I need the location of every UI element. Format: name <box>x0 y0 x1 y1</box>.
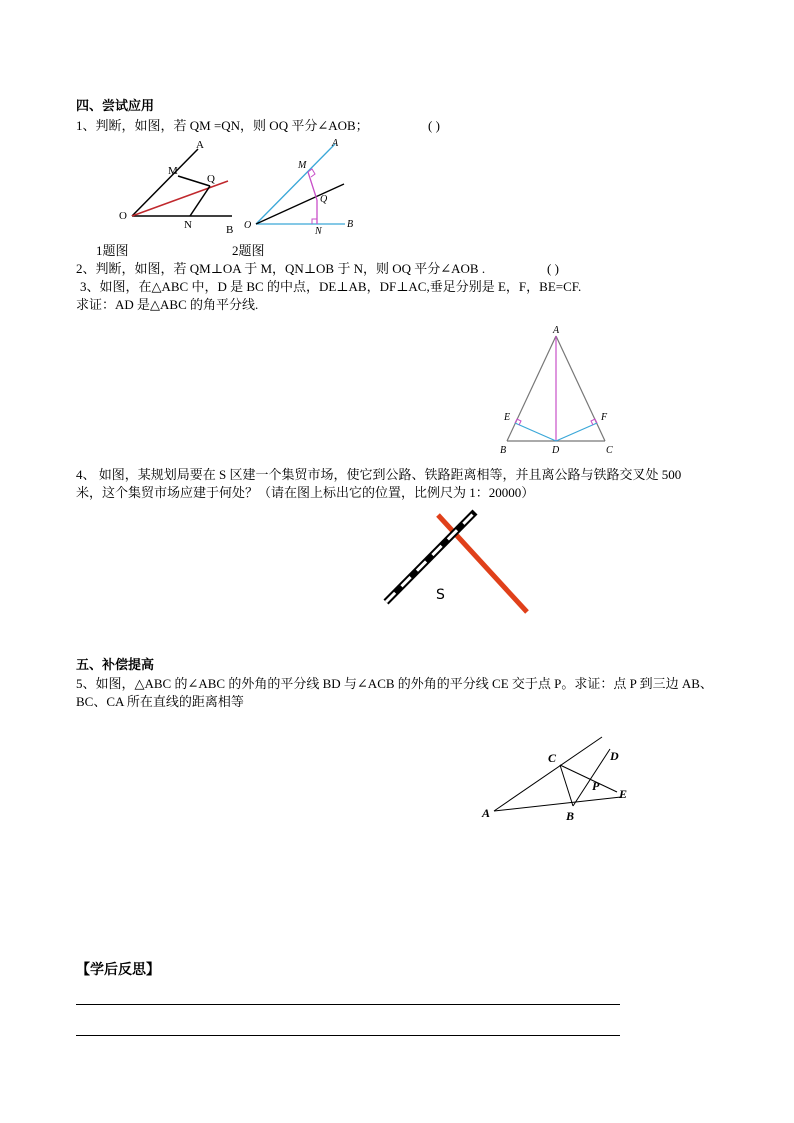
label-n: N <box>315 226 322 237</box>
bisector-bd <box>573 749 610 806</box>
right-angle-mark-n <box>312 219 317 224</box>
q1-figure-1 <box>110 136 250 236</box>
q3-text-line1: 3、如图，在△ABC 中，D 是 BC 的中点，DE⊥AB，DF⊥AC,垂足分别是 E，F，BE=CF. <box>80 279 582 294</box>
label-q: Q <box>207 173 215 185</box>
q1-text: 1、判断，如图，若 QM =QN，则 OQ 平分∠AOB； <box>76 118 369 133</box>
label-o: O <box>119 210 127 222</box>
label-n: N <box>184 219 192 231</box>
segment-df <box>556 423 597 441</box>
label-b: B <box>500 445 507 456</box>
label-m: M <box>298 160 307 171</box>
q3-text-line2: 求证：AD 是△ABC 的角平分线. <box>76 297 259 312</box>
label-d: D <box>552 445 560 456</box>
ray-oa <box>132 149 198 216</box>
label-f: F <box>601 412 608 423</box>
segment-de <box>515 423 556 441</box>
bisector-oq <box>256 184 344 224</box>
q4-text-line2: 米，这个集贸市场应建于何处？（请在图上标出它的位置，比例尺为 1：20000） <box>76 485 535 500</box>
q5-text-line2: BC、CA 所在直线的距离相等 <box>76 694 244 709</box>
section4-title: 四、尝试应用 <box>76 99 155 114</box>
label-p: P <box>592 779 600 793</box>
answer-line-1[interactable] <box>76 1004 620 1005</box>
label-b: B <box>347 219 354 230</box>
ray-oa <box>256 144 335 224</box>
label-d: D <box>610 749 619 763</box>
bisector-ce <box>560 765 617 792</box>
label-a: A <box>553 325 560 336</box>
section5-title: 五、补偿提高 <box>76 658 155 673</box>
label-q: Q <box>320 194 328 205</box>
bisector-oq <box>132 181 228 216</box>
side-ac <box>556 336 605 441</box>
q4-figure <box>375 505 545 617</box>
q3-figure <box>495 322 625 456</box>
label-b: B <box>226 224 234 236</box>
label-a: A <box>196 139 204 151</box>
segment-qm <box>178 176 210 186</box>
line-ab-extended <box>494 797 621 811</box>
answer-line-2[interactable] <box>76 1035 620 1036</box>
q2-answer-blank[interactable]: ( ) <box>547 261 559 276</box>
highway <box>438 515 527 612</box>
q5-figure <box>478 734 638 826</box>
q2-text: 2、判断，如图，若 QM⊥OA 于 M，QN⊥OB 于 N，则 OQ 平分∠AOB . <box>76 261 486 276</box>
label-o: O <box>244 220 252 231</box>
q1-figure-2 <box>240 136 370 236</box>
label-m: M <box>168 165 178 177</box>
label-a: A <box>332 138 339 149</box>
label-e: E <box>619 787 628 801</box>
side-ab <box>507 336 556 441</box>
reflection-title: 【学后反思】 <box>76 962 160 978</box>
fig1-caption: 1题图 <box>96 243 129 258</box>
label-c: C <box>606 445 613 456</box>
q1-answer-blank[interactable]: ( ) <box>428 118 440 133</box>
label-s: S <box>436 587 445 603</box>
fig2-caption: 2题图 <box>232 243 265 258</box>
label-e: E <box>504 412 511 423</box>
label-a: A <box>482 806 491 820</box>
segment-cb <box>560 765 573 806</box>
line-ac-extended <box>494 737 602 811</box>
railway-outer <box>386 512 475 602</box>
q5-text-line1: 5、如图，△ABC 的∠ABC 的外角的平分线 BD 与∠ACB 的外角的平分线 CE 交于点 P。求证：点 P 到三边 AB、 <box>76 676 713 691</box>
q4-text-line1: 4、 如图，某规划局要在 S 区建一个集贸市场，使它到公路、铁路距离相等，并且离公路与铁路交叉处 500 <box>76 467 682 482</box>
label-c: C <box>548 751 557 765</box>
label-b: B <box>566 809 575 823</box>
